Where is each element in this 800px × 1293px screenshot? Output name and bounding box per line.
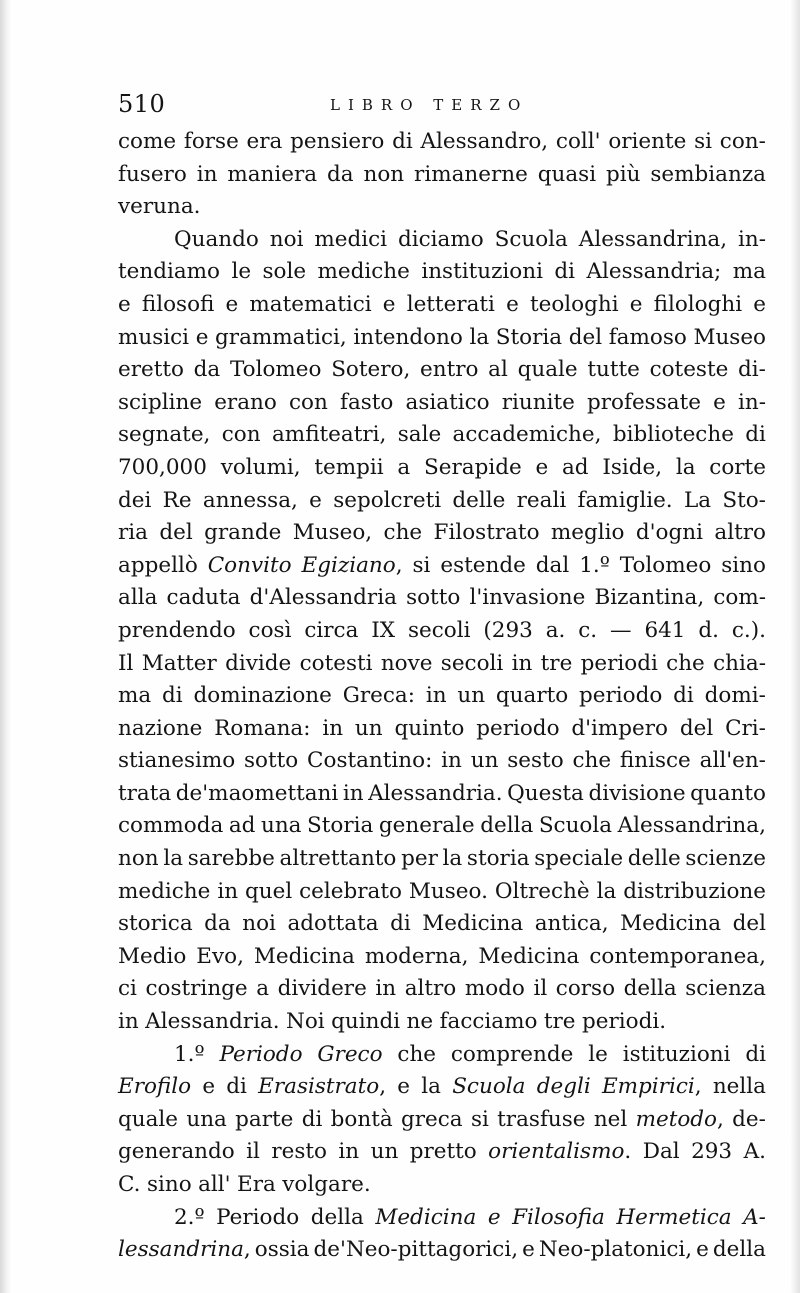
text-line: trata de'maomettani in Alessandria. Questa divisione quanto bbox=[118, 780, 766, 806]
text-line: storica da noi adottata di Medicina antica, Medicina del bbox=[118, 911, 766, 937]
text-line: ci costringe a dividere in altro modo il corso della scienza bbox=[118, 976, 766, 1002]
text-line: 1.º Periodo Greco che comprende le istituzioni di bbox=[174, 1041, 766, 1067]
text-line: tendiamo le sole mediche instituzioni di Alessandria; ma bbox=[118, 259, 766, 285]
text-line: Medio Evo, Medicina moderna, Medicina contemporanea, bbox=[118, 943, 766, 969]
text-line: segnate, con amfiteatri, sale accademiche, biblioteche di bbox=[118, 422, 766, 448]
text-line: ria del grande Museo, che Filostrato meglio d'ogni altro bbox=[118, 520, 766, 546]
text-line: in Alessandria. Noi quindi ne facciamo tre periodi. bbox=[118, 1009, 667, 1035]
text-line: commoda ad una Storia generale della Scuola Alessandrina, bbox=[118, 813, 766, 839]
text-line: veruna. bbox=[118, 194, 201, 220]
page-number: 510 bbox=[118, 90, 166, 118]
text-line: mediche in quel celebrato Museo. Oltrechè la distribuzione bbox=[118, 878, 766, 904]
text-line: scipline erano con fasto asiatico riunite professate e in- bbox=[118, 389, 766, 415]
text-line: stianesimo sotto Costantino: in un sesto che finisce all'en- bbox=[118, 748, 766, 774]
text-line: dei Re annessa, e sepolcreti delle reali famiglie. La Sto- bbox=[118, 487, 766, 513]
text-line: nazione Romana: in un quinto periodo d'impero del Cri- bbox=[118, 715, 766, 741]
page-edge-shadow bbox=[790, 0, 800, 1293]
text-line: lessandrina, ossia de'Neo-pittagorici, e Neo-platonici, e della bbox=[118, 1237, 766, 1263]
body-text bbox=[118, 126, 766, 1267]
text-line: quale una parte di bontà greca si trasfuse nel metodo, de- bbox=[118, 1106, 766, 1132]
text-line: generando il resto in un pretto orientalismo. Dal 293 A. bbox=[118, 1139, 766, 1165]
section-title: LIBRO TERZO bbox=[330, 96, 529, 114]
text-line: ma di dominazione Greca: in un quarto periodo di domi- bbox=[118, 683, 766, 709]
text-line: eretto da Tolomeo Sotero, entro al quale tutte coteste di- bbox=[118, 357, 766, 383]
page-gutter-shadow bbox=[0, 0, 12, 1293]
text-line: alla caduta d'Alessandria sotto l'invasione Bizantina, com- bbox=[118, 585, 766, 611]
text-line: 700,000 volumi, tempii a Serapide e ad Iside, la corte bbox=[118, 454, 766, 480]
text-line: fusero in maniera da non rimanerne quasi più sembianza bbox=[118, 161, 766, 187]
text-line: musici e grammatici, intendono la Storia del famoso Museo bbox=[118, 324, 766, 350]
text-line: appellò Convito Egiziano, si estende dal 1.º Tolomeo sino bbox=[118, 552, 766, 578]
running-head bbox=[118, 88, 758, 120]
text-line: prendendo così circa IX secoli (293 a. c. — 641 d. c.). bbox=[118, 617, 766, 643]
text-line: Il Matter divide cotesti nove secoli in tre periodi che chia- bbox=[118, 650, 766, 676]
text-line: C. sino all' Era volgare. bbox=[118, 1172, 371, 1197]
text-line: Quando noi medici diciamo Scuola Alessandrina, in- bbox=[174, 226, 766, 252]
text-line: 2.º Periodo della Medicina e Filosofia Hermetica A- bbox=[174, 1204, 766, 1230]
text-line: Erofilo e di Erasistrato, e la Scuola degli Empirici, nella bbox=[118, 1074, 766, 1100]
text-line: e filosofi e matematici e letterati e teologhi e filologhi e bbox=[118, 291, 766, 317]
text-line: non la sarebbe altrettanto per la storia speciale delle scienze bbox=[118, 846, 766, 872]
text-line: come forse era pensiero di Alessandro, coll' oriente si con- bbox=[118, 129, 766, 154]
